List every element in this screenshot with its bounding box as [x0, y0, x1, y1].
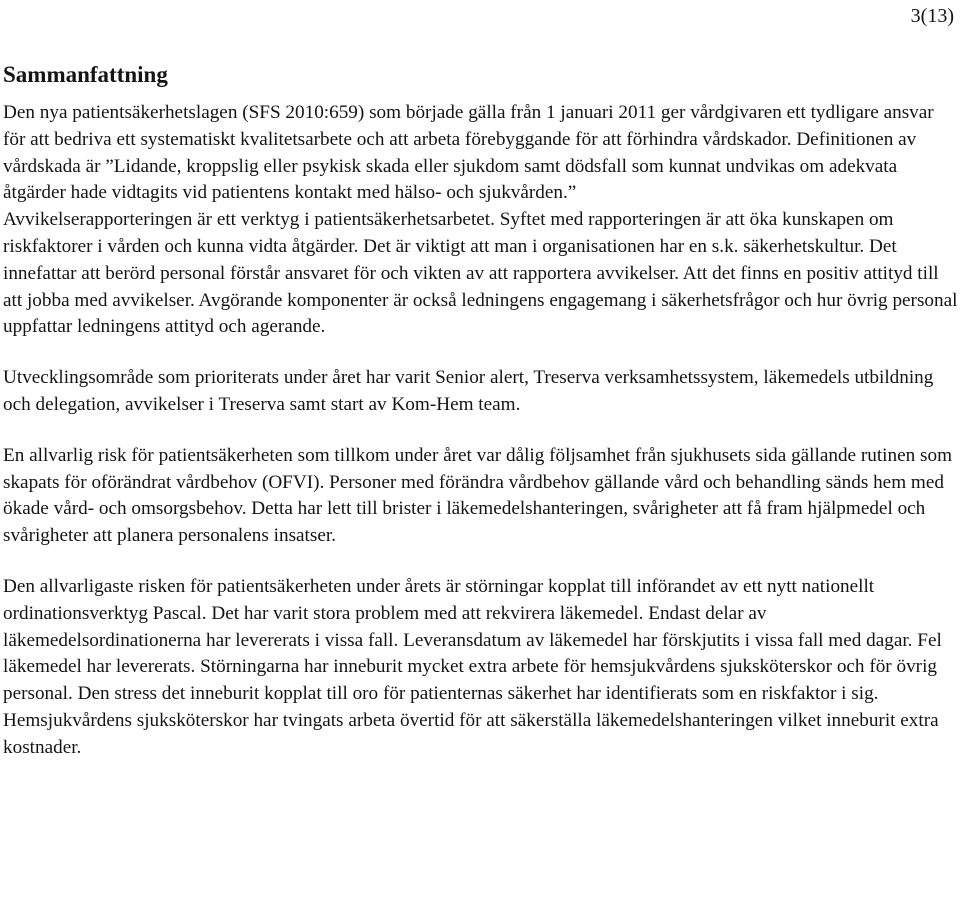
paragraph-allvarligaste-risken: Den allvarligaste risken för patientsäkerheten under årets är störningar kopplat till införandet av ett nytt nationellt ordinationsverktyg Pascal. Det har varit stora problem med att rekvirera läkemedel. Endast delar av läkemedelsordinationerna har levererats i vissa fall. Leveransdatum av läkemedel har förskjutits i vissa fall med dagar. Fel läkemedel har levererats. Störningarna har inneburit mycket extra arbete för hemsjukvårdens sjuksköterskor och för övrig personal. Den stress det inneburit kopplat till oro för patienternas säkerhet har identifierats som en riskfaktor i sig. Hemsjukvårdens sjuksköterskor har tvingats arbeta övertid för att säkerställa läkemedelshanteringen vilket inneburit extra kostnader. — [3, 575, 942, 758]
paragraph-avvikelser: Avvikelserapporteringen är ett verktyg i patientsäkerhetsarbetet. Syftet med rapporteringen är att öka kunskapen om riskfaktorer i vården och kunna vidta åtgärder. Det är viktigt att man i organisationen har en s.k. säkerhetskultur. Det innefattar att berörd personal förstår ansvaret för och vikten av att rapportera avvikelser. Att det finns en positiv attityd till att jobba med avvikelser. Avgörande komponenter är också ledningens engagemang i säkerhetsfrågor och hur övrig personal uppfattar ledningens attityd och agerande. — [3, 209, 958, 338]
paragraph-allvarlig-risk: En allvarlig risk för patientsäkerheten som tillkom under året var dålig följsamhet från sjukhusets sida gällande rutinen som skapats för oförändrat vårdbehov (OFVI). Personer med förändra vårdbehov gällande vård och behandling sänds hem med ökade vård- och omsorgsbehov. Detta har lett till brister i läkemedelshanteringen, svårigheter att få fram hjälpmedel och svårigheter att planera personalens insatser. — [3, 444, 952, 547]
page-number: 3(13) — [910, 5, 954, 27]
document-body — [3, 60, 958, 762]
paragraph-intro: Den nya patientsäkerhetslagen (SFS 2010:659) som började gälla från 1 januari 2011 ger vårdgivaren ett tydligare ansvar för att bedriva ett systematiskt kvalitetsarbete och att arbeta förebyggande för att förhindra vårdskador. Definitionen av vårdskada är ”Lidande, kroppslig eller psykisk skada eller sjukdom samt dödsfall som kunnat undvikas om adekvata åtgärder hade vidtagits vid patientens kontakt med hälso- och sjukvården.” — [3, 102, 934, 204]
paragraph-utvecklingsomrade: Utvecklingsområde som prioriterats under året har varit Senior alert, Treserva verksamhetssystem, läkemedels utbildning och delegation, avvikelser i Treserva samt start av Kom-Hem team. — [3, 367, 934, 415]
section-heading: Sammanfattning — [3, 62, 168, 87]
